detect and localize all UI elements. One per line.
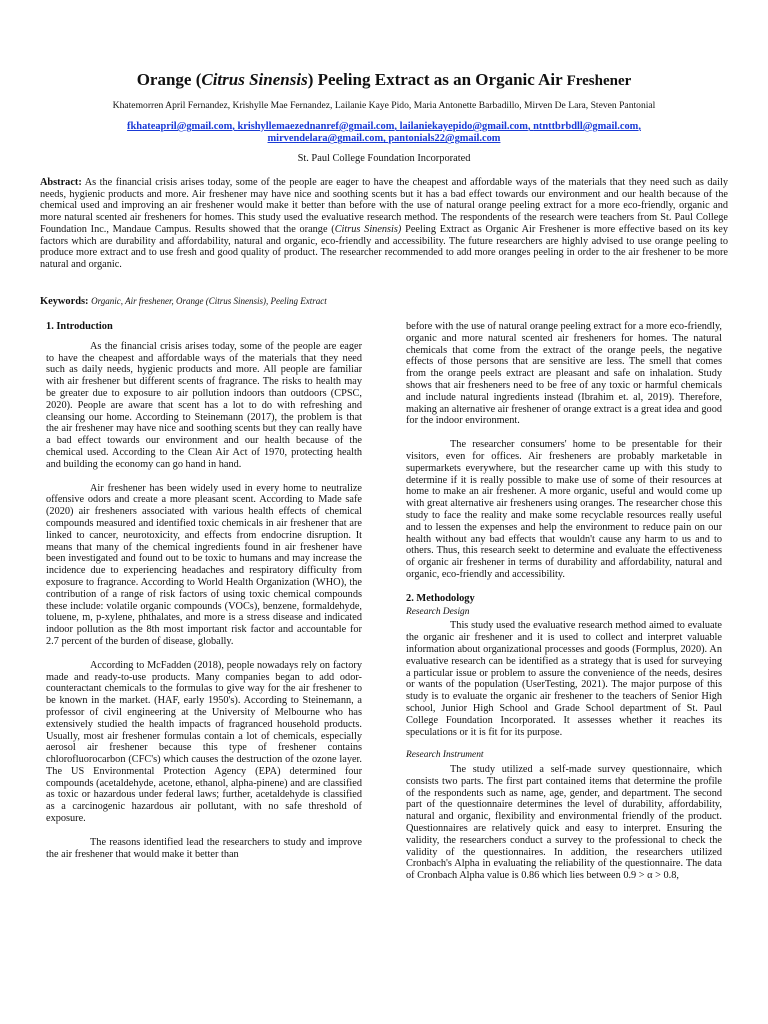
paragraph: The study utilized a self-made survey questionnaire, which consists two parts. The first part contained items that determine the profile of the respondents such as name, age, gender, and department. The second part of the questionnaire determines the level of durability, affordability, natural and organic, flexibility and environmental friendly of the product. Questionnaires are relatively quick and easy to interpret. Ensuring the validity, the researchers conduct a survey to the professional to check the validity of the questionnaires. In addition, the researchers utilized Cronbach's Alpha in evaluating the reliability of the questionnaire. The data of Cronbach Alpha value is 0.86 which lies between 0.9 > α > 0.8, [406,764,722,882]
paragraph: As the financial crisis arises today, some of the people are eager to have the cheapest and affordable ways of the materials that they need such as daily needs, hygienic products and more. All people are familiar with air freshener but different scents of fragrance. The risks to health may be greater due to exposure to air pollution indoors than outdoors (CPSC, 2020). People are aware that scent has a lot to do with refreshing and cleansing our home. According to Steinemann (2017), the problem is that the air freshener may have nice and soothing scents but they can really have a bad effect towards our environment and our health because of the chemical used. According to the Clean Air Act of 1970, protecting health and building the economy can go hand in hand. [46,340,362,470]
email-link[interactable]: fkhateapril@gmail.com [127,121,233,132]
affiliation: St. Paul College Foundation Incorporated [297,153,471,164]
keywords-label: Keywords: [40,296,89,307]
abstract-label: Abstract: [40,177,82,188]
paragraph: The researcher consumers' home to be presentable for their visitors, even for offices. Air fresheners are probably marketable in supermarkets everywhere, but the researcher came up with this study to determine if it is really possible to make use of some of their resources at home to make an air freshener. A more organic, useful and would come up with great alternative air fresheners using oranges. The researcher chose this study to face the reality and make some recyclable resources really useful and to lessen the expenses and help the environment to reduce pain on our health without any bad effects that wouldn't cause any harm to us and to others. Thus, this research seekt to determine and evaluate the effectiveness of organic air freshener in terms of durability and affordability, natural and organic, eco-friendly and accessibility. [406,439,722,580]
paragraph: This study used the evaluative research method aimed to evaluate the organic air freshener and it is used to collect and interpret valuable information about organizational processes and goods (Formplus, 2020). An evaluative research can be identified as a strategy that is used for surveying a particular issue or problem to assure the convenience of the needs, desires or wants of the population (UserTesting, 2021). The major purpose of this study is to evaluate the organic air freshener to the teachers of Senior High school, Junior High School and Grade School department of St. Paul College Foundation Incorporated. It assesses whether it reaches its speculations or it is fit for its purpose. [406,620,722,738]
paragraph: Air freshener has been widely used in every home to neutralize offensive odors and create a more pleasant scent. According to Made safe (2020) air fresheners associated with various health effects of chemical compounds measured and identified toxic chemicals in air freshener that are linked to cancer, neurotoxicity, and effects from endocrine disruption. It means that many of the chemical ingredients found in air freshener have been investigated and found out to be toxic to humans and may increase the incidence due to experiencing headaches and respiratory difficulty from exposure to fragrance. According to World Health Organization (WHO), the contribution of a range of risk factors of using toxic chemical compounds these include: volatile organic compounds (VOCs), benzene, formaldehyde, toluene, m, p-xylene, phthalates, and more is a stress disease and indicated indoor pollution as the 8th most important risk factor and accountable for 2.7 percent of the burden of disease, globally. [46,482,362,647]
section-heading-methodology: 2. Methodology [406,592,475,604]
keywords-list: Organic, Air freshener, Orange (Citrus Sinensis), Peeling Extract [91,296,327,306]
paragraph: The reasons identified lead the researchers to study and improve the air freshener that would make it better than [46,836,362,860]
email-link[interactable]: pantonials22@gmail.com [388,133,501,145]
paper-title: Orange (Citrus Sinensis) Peeling Extract as an Organic Air Freshener [136,70,632,89]
keywords [40,296,728,307]
author-emails: fkhateapril@gmail.com, krishyllemaezednanref@gmail.com, lailaniekayepido@gmail.com, ntnttbrbdll@gmail.com, mirvendelara@gmail.com, pantonials22@gmail.com [127,121,641,145]
section-heading-introduction: 1. Introduction [46,321,113,332]
email-link[interactable]: mirvendelara@gmail.com [267,133,384,145]
right-column [406,321,722,894]
subheading-research-design: Research Design [406,606,470,617]
email-link[interactable]: krishyllemaezednanref@gmail.com [237,121,395,132]
email-link[interactable]: ntnttbrbdll@gmail.com [533,121,639,132]
author-list: Khatemorren April Fernandez, Krishylle Mae Fernandez, Lailanie Kaye Pido, Maria Antonette Barbadillo, Mirven De Lara, Steven Pantonial [112,100,656,111]
email-link[interactable]: lailaniekayepido@gmail.com [399,121,528,132]
paragraph: before with the use of natural orange peeling extract for a more eco-friendly, organic and more natural scented air fresheners for homes. The natural chemicals that come from the extract of the orange peels, the negative effects of those persons that are sensitive are less. The smell that comes from the orange peels extract are pleasant and safe on inhalation. Study shows that air fresheners need to be free of any toxic or harmful chemicals and include natural ingredients instead (Ibrahim et. al, 2019). Therefore, making an alternative air freshener of orange extract is a great idea and good for the indoor environment. [406,321,722,427]
paragraph: According to McFadden (2018), people nowadays rely on factory made and ready-to-use products. Many companies began to add odor-counteractant chemicals to the formulas to give way for the air freshener to be known in the market. (HAF, early 1950's). According to Steinemann, a professor of civil engineering at the University of Melbourne who has extensively studied the health impacts of fragranced household products. Usually, most air freshener formulas contain a lot of chemicals, especially aerosol air freshener because this type of freshener contains chlorofluorocarbon (CFC's) which causes the destruction of the ozone layer. The US Environmental Protection Agency (EPA) determined four compounds (acetaldehyde, acetone, ethanol, alpha-pinene) and are classified as toxic or hazardous under federal laws; further, acetaldehyde is classified as a carcinogenic hazardous air pollutant, with no safe threshold of exposure. [46,659,362,825]
left-column [46,321,362,872]
subheading-research-instrument: Research Instrument [406,750,484,761]
abstract: Abstract: As the financial crisis arises today, some of the people are eager to have the cheapest and affordable ways of the materials that they need such as daily needs, hygienic products and more. Air freshener may have nice and soothing scents but it has a bad effect towards our environment and our health because of the chemical used and improving an air freshener would make it better than before with the use of natural orange peeling extract for a more eco-friendly, organic and more natural scented air fresheners for homes. This study used the evaluative research method. The respondents of the research were teachers from St. Paul College Foundation Inc., Mandaue Campus. Results showed that the orange (Citrus Sinensis) Peeling Extract as Organic Air Freshener is more effective based on its key factors which are durability and affordability, natural and organic, eco-friendly and accessibility. The future researchers are highly advised to use orange peeling to produce more extract and to use fresh and good quality of product. The researcher recommended to add more oranges peeling in order to the air freshener to be more natural and organic. [40,177,728,270]
